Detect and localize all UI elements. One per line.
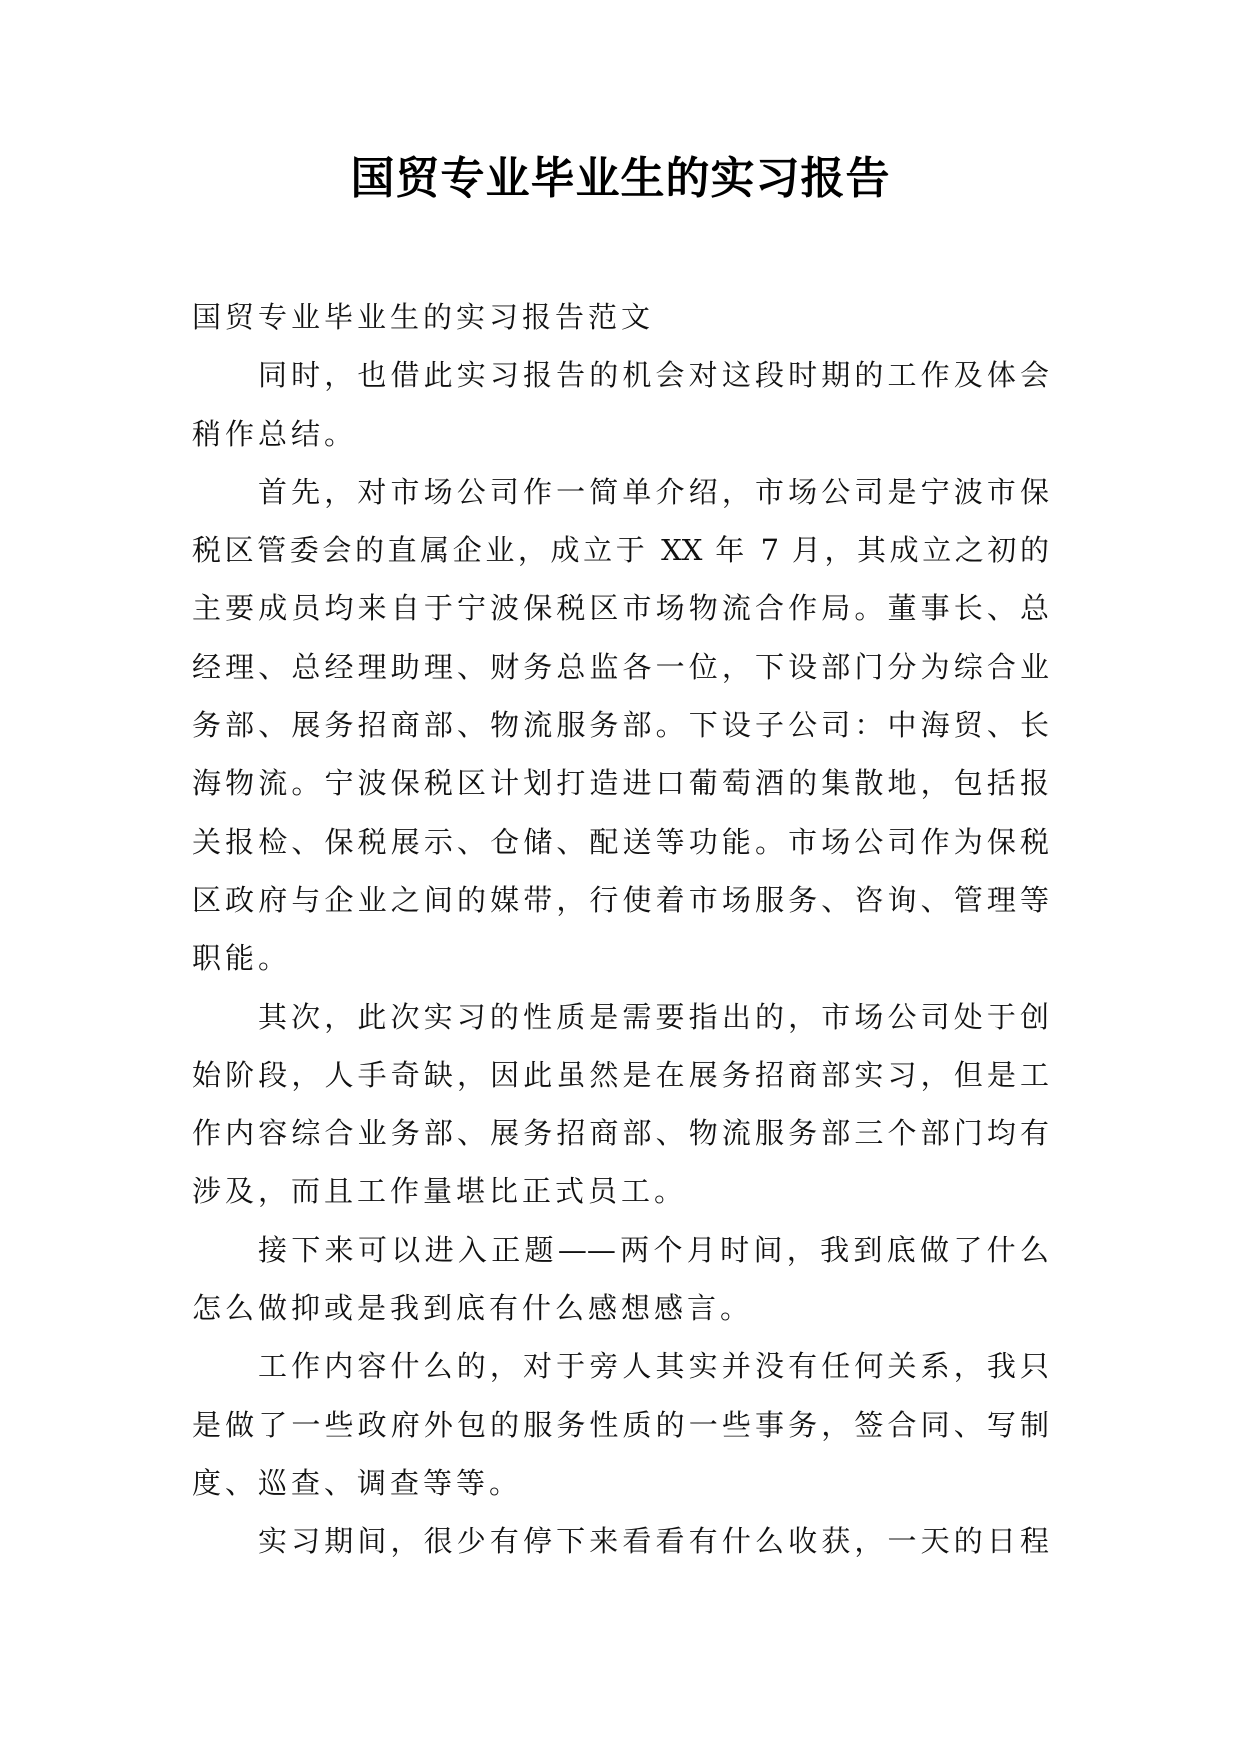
paragraph xyxy=(192,463,1049,988)
text-line: 同时，也借此实习报告的机会对这段时期的工作及体会 xyxy=(258,358,1049,393)
paragraph xyxy=(192,1512,1049,1570)
text-line: 其次，此次实习的性质是需要指出的，市场公司处于创 xyxy=(258,999,1049,1034)
text-line: 实习期间，很少有停下来看看有什么收获，一天的日程 xyxy=(258,1524,1049,1559)
paragraph xyxy=(192,346,1049,463)
paragraph-subtitle xyxy=(192,288,1049,346)
text-line: 务部、展务招商部、物流服务部。下设子公司：中海贸、长 xyxy=(192,708,1049,743)
text-line: 税区管委会的直属企业，成立于 XX 年 7 月，其成立之初的 xyxy=(192,533,1049,568)
text-line: 主要成员均来自于宁波保税区市场物流合作局。董事长、总 xyxy=(192,591,1049,626)
text-line: 工作内容什么的，对于旁人其实并没有任何关系，我只 xyxy=(258,1349,1049,1384)
text-line: 始阶段，人手奇缺，因此虽然是在展务招商部实习，但是工 xyxy=(192,1057,1049,1092)
text-line: 涉及，而且工作量堪比正式员工。 xyxy=(192,1174,688,1209)
text-line: 首先，对市场公司作一简单介绍，市场公司是宁波市保 xyxy=(258,474,1049,509)
paragraph xyxy=(192,988,1049,1221)
text-line: 是做了一些政府外包的服务性质的一些事务，签合同、写制 xyxy=(192,1407,1049,1442)
paragraph xyxy=(192,1337,1049,1512)
text-line: 稍作总结。 xyxy=(192,416,358,451)
text-line: 职能。 xyxy=(192,941,292,976)
text-line: 国贸专业毕业生的实习报告范文 xyxy=(192,300,655,334)
text-line: 海物流。宁波保税区计划打造进口葡萄酒的集散地，包括报 xyxy=(192,766,1049,801)
paragraph xyxy=(192,1221,1049,1338)
text-line: 经理、总经理助理、财务总监各一位，下设部门分为综合业 xyxy=(192,649,1049,684)
page-title: 国贸专业毕业生的实习报告 xyxy=(350,153,891,204)
text-line: 区政府与企业之间的媒带，行使着市场服务、咨询、管理等 xyxy=(192,882,1049,917)
body-text xyxy=(192,288,1049,1571)
text-line: 作内容综合业务部、展务招商部、物流服务部三个部门均有 xyxy=(192,1116,1049,1151)
text-line: 度、巡查、调查等等。 xyxy=(192,1465,523,1500)
text-line: 怎么做抑或是我到底有什么感想感言。 xyxy=(192,1291,754,1326)
text-line: 接下来可以进入正题——两个月时间，我到底做了什么 xyxy=(258,1232,1049,1267)
text-line: 关报检、保税展示、仓储、配送等功能。市场公司作为保税 xyxy=(192,824,1049,859)
